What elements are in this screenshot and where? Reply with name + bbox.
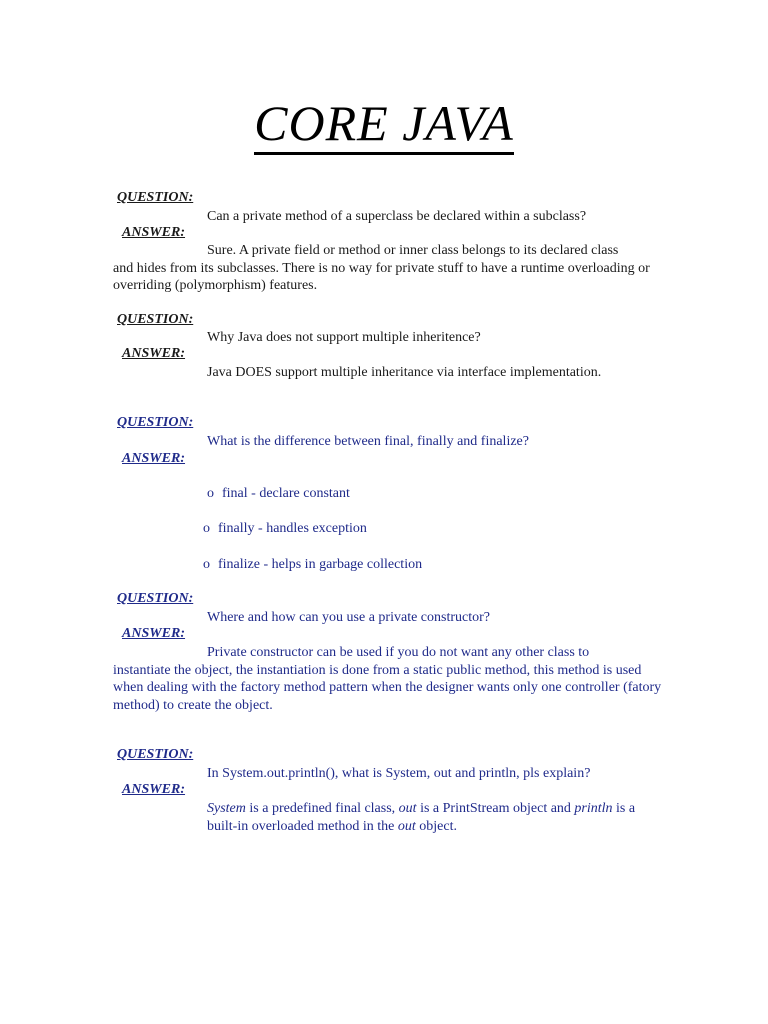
bullet-marker: o <box>203 521 210 536</box>
answer-text: Java DOES support multiple inheritance via interface implementation. <box>207 365 602 380</box>
answer-label: ANSWER: <box>122 782 186 797</box>
question-text: Where and how can you use a private constructor? <box>207 610 490 625</box>
term-out: out <box>397 818 416 834</box>
answer-label: ANSWER: <box>122 626 186 641</box>
term-out: out <box>398 801 417 816</box>
question-text: What is the difference between final, finally and finalize? <box>207 434 529 449</box>
page-title: CORE JAVA <box>0 94 768 152</box>
answer-continuation: and hides from its subclasses. There is no way for private stuff to have a runtime overloading or overriding (polymorphism) features. <box>113 260 650 294</box>
term-system: System <box>207 801 246 816</box>
answer-continuation: instantiate the object, the instantiation is done from a static public method, this method is used when dealing with the factory method pattern when the designer wants only one controller (fatory method) to create the object. <box>113 662 662 713</box>
answer-text <box>113 800 665 835</box>
answer-first-line: Sure. A private field or method or inner class belongs to its declared class <box>207 243 619 258</box>
question-text: In System.out.println(), what is System, out and println, pls explain? <box>207 766 591 781</box>
bullet-marker: o <box>203 557 210 572</box>
answer-text <box>113 242 673 295</box>
question-text: Can a private method of a superclass be declared within a subclass? <box>207 209 587 224</box>
answer-label: ANSWER: <box>122 225 186 240</box>
answer-body: System is a predefined final class, out is a PrintStream object and println is a built-in overloaded method in the out object. <box>207 801 636 834</box>
list-item: o final - declare constant <box>207 486 350 501</box>
question-label: QUESTION: <box>117 312 194 327</box>
question-label: QUESTION: <box>117 591 194 606</box>
question-label: QUESTION: <box>117 190 194 205</box>
question-label: QUESTION: <box>117 747 194 762</box>
term-println: println <box>574 801 613 816</box>
answer-label: ANSWER: <box>122 451 186 466</box>
question-text: Why Java does not support multiple inheritence? <box>207 330 481 345</box>
question-label: QUESTION: <box>117 415 194 430</box>
answer-label: ANSWER: <box>122 346 186 361</box>
bullet-marker: o <box>207 486 214 501</box>
list-item: o finalize - helps in garbage collection <box>203 557 423 572</box>
answer-first-line: Private constructor can be used if you do not want any other class to <box>207 645 590 660</box>
answer-text <box>113 644 673 714</box>
list-item: o finally - handles exception <box>203 521 367 536</box>
